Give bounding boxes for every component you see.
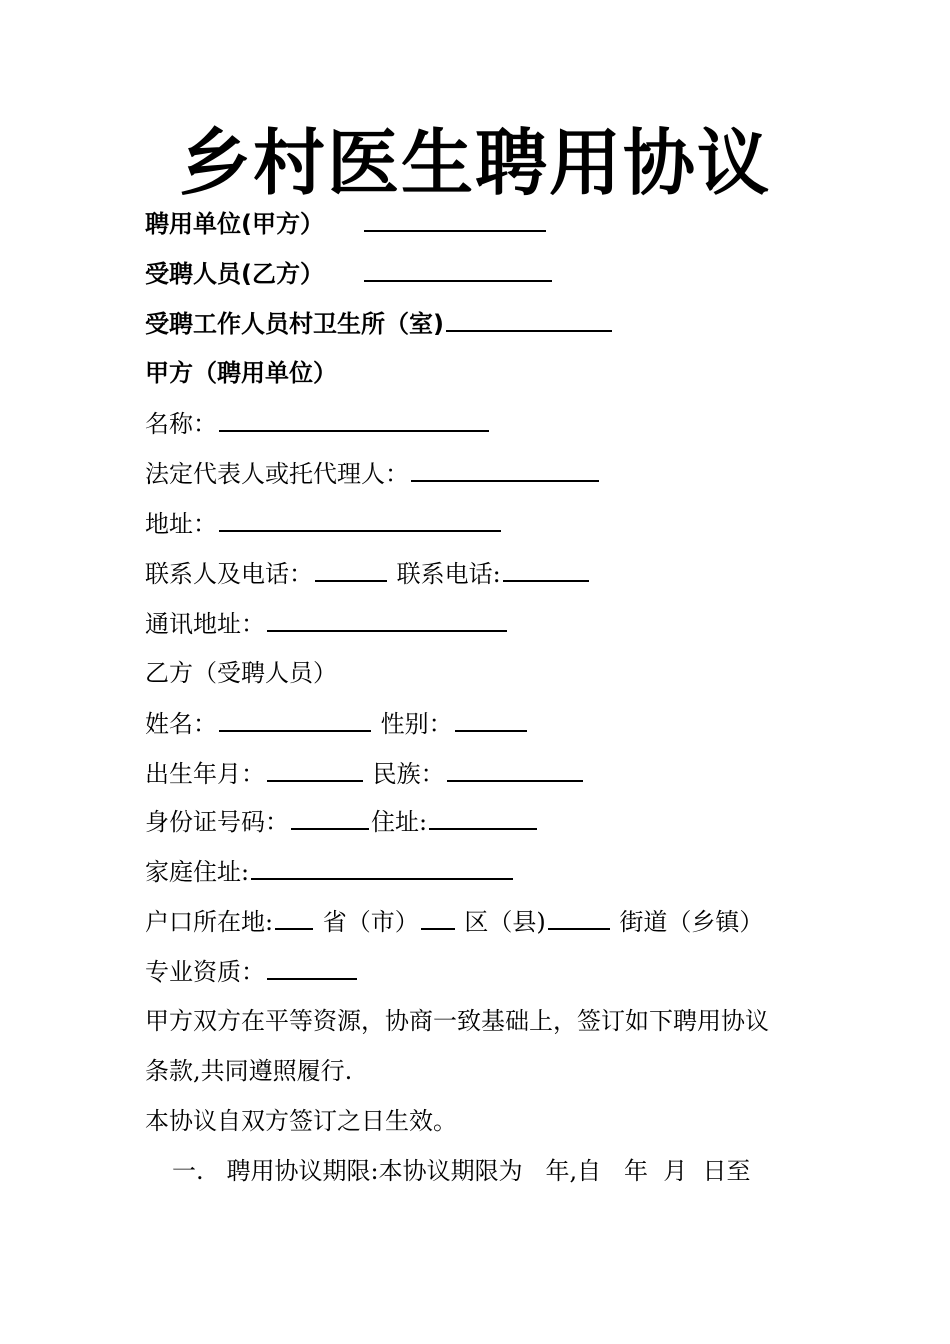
party-b-home-label: 家庭住址: xyxy=(145,858,250,886)
party-b-id-blank[interactable] xyxy=(291,806,369,830)
party-a-address-label: 地址： xyxy=(145,510,217,538)
clinic-label: 受聘工作人员村卫生所（室) xyxy=(145,310,444,338)
party-a-mail-line xyxy=(145,608,509,639)
party-b-residence-blank[interactable] xyxy=(429,806,537,830)
party-a-address-blank[interactable] xyxy=(219,508,501,532)
party-b-birth-blank[interactable] xyxy=(267,758,363,782)
party-b-name-blank[interactable] xyxy=(219,708,371,732)
hukou-province-label: 省（市） xyxy=(322,908,419,936)
clinic-line xyxy=(145,308,614,339)
party-b-id-label: 身份证号码： xyxy=(145,808,289,836)
employer-blank[interactable] xyxy=(364,208,546,232)
party-a-contact-line xyxy=(145,558,591,589)
party-b-hukou-line xyxy=(145,906,763,937)
party-b-gender-label: 性别： xyxy=(380,710,453,738)
party-a-heading: 甲方（聘用单位） xyxy=(145,359,337,387)
party-a-rep-blank[interactable] xyxy=(411,458,599,482)
employee-blank[interactable] xyxy=(364,258,552,282)
party-b-ethnicity-label: 民族： xyxy=(372,760,445,788)
agreement-paragraph-line-1: 甲方双方在平等资源，协商一致基础上，签订如下聘用协议 xyxy=(145,1007,769,1035)
party-b-birth-label: 出生年月： xyxy=(145,760,265,788)
party-b-qualification-blank[interactable] xyxy=(267,956,357,980)
party-a-contact-blank[interactable] xyxy=(315,558,387,582)
employee-line xyxy=(145,258,554,289)
party-b-residence-label: 住址: xyxy=(371,808,428,836)
party-b-qualification-line xyxy=(145,956,359,987)
party-b-heading: 乙方（受聘人员） xyxy=(145,659,337,687)
clinic-blank[interactable] xyxy=(446,308,612,332)
employer-label: 聘用单位(甲方） xyxy=(145,210,324,238)
hukou-street-blank[interactable] xyxy=(548,906,610,930)
effective-paragraph: 本协议自双方签订之日生效。 xyxy=(145,1107,457,1135)
party-a-name-line xyxy=(145,408,491,439)
party-a-mail-label: 通讯地址： xyxy=(145,610,265,638)
party-b-qualification-label: 专业资质： xyxy=(145,958,265,986)
hukou-province-blank[interactable] xyxy=(275,906,313,930)
party-a-address-line xyxy=(145,508,503,539)
party-a-phone-label: 联系电话: xyxy=(396,560,501,588)
party-b-name-label: 姓名： xyxy=(145,710,217,738)
party-b-gender-blank[interactable] xyxy=(455,708,527,732)
party-b-id-line xyxy=(145,806,539,837)
party-b-home-line xyxy=(145,856,515,887)
hukou-street-label: 街道（乡镇） xyxy=(619,908,764,936)
party-b-ethnicity-blank[interactable] xyxy=(447,758,583,782)
party-a-contact-label: 联系人及电话： xyxy=(145,560,313,588)
party-a-rep-label: 法定代表人或托代理人： xyxy=(145,460,409,488)
agreement-paragraph-line-2: 条款,共同遵照履行. xyxy=(145,1057,353,1085)
party-b-hukou-label: 户口所在地: xyxy=(145,908,274,936)
party-b-home-blank[interactable] xyxy=(251,856,513,880)
party-a-phone-blank[interactable] xyxy=(503,558,589,582)
party-a-name-label: 名称： xyxy=(145,410,217,438)
clause-1: 一. 聘用协议期限:本协议期限为 年,自 年 月 日至 xyxy=(172,1157,751,1185)
party-a-rep-line xyxy=(145,458,601,489)
party-a-mail-blank[interactable] xyxy=(267,608,507,632)
employer-line xyxy=(145,208,548,239)
party-b-name-line xyxy=(145,708,529,739)
party-a-name-blank[interactable] xyxy=(219,408,489,432)
employee-label: 受聘人员(乙方） xyxy=(145,260,324,288)
hukou-district-blank[interactable] xyxy=(421,906,455,930)
party-b-birth-line xyxy=(145,758,585,789)
hukou-district-label: 区（县) xyxy=(464,908,546,936)
document-title: 乡村医生聘用协议 xyxy=(178,121,771,205)
